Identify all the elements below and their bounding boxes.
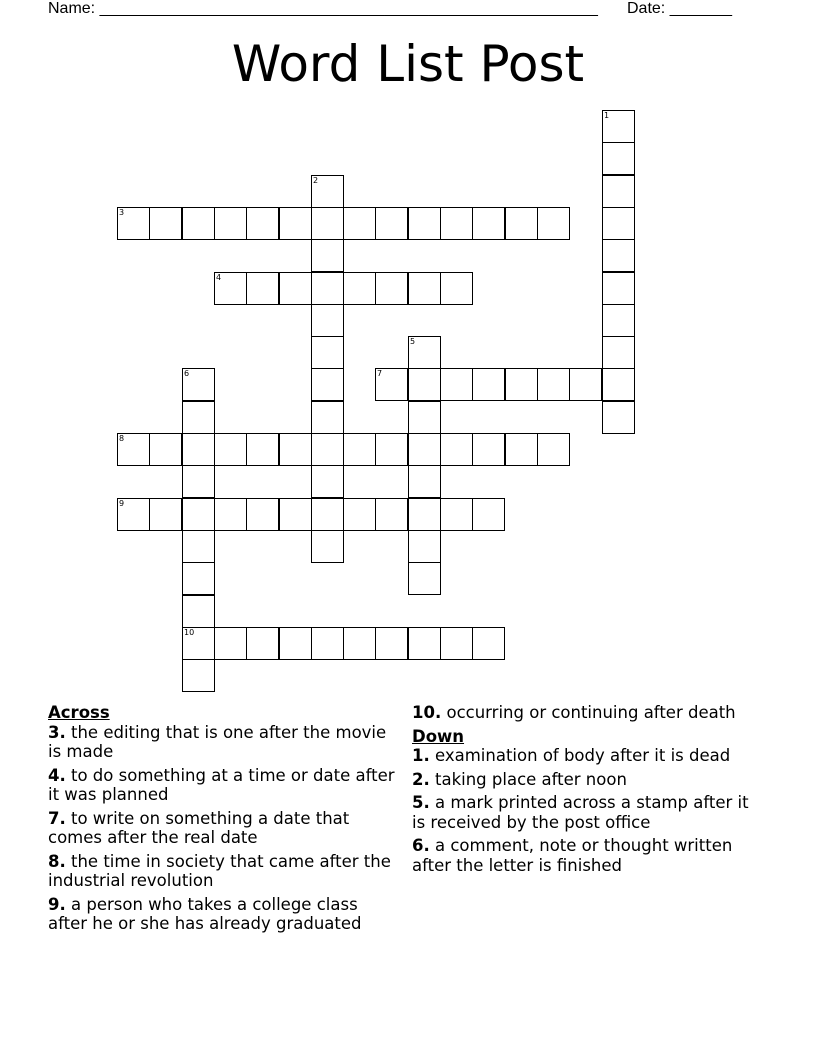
- grid-cell[interactable]: [602, 368, 635, 401]
- grid-cell[interactable]: [182, 627, 215, 660]
- grid-cell[interactable]: [182, 498, 215, 531]
- grid-cell[interactable]: [440, 207, 473, 240]
- grid-cell[interactable]: [117, 433, 150, 466]
- grid-cell[interactable]: [311, 498, 344, 531]
- grid-cell[interactable]: [311, 627, 344, 660]
- clue-text: a comment, note or thought written after the letter is finished: [412, 836, 733, 875]
- grid-cell[interactable]: [182, 433, 215, 466]
- grid-cell[interactable]: [117, 498, 150, 531]
- clues-right-column: [412, 703, 757, 879]
- clue-number: 5.: [412, 793, 430, 812]
- clue-across-3: [48, 723, 398, 762]
- grid-cell[interactable]: [343, 433, 376, 466]
- cell-number: 10: [184, 628, 195, 637]
- grid-cell[interactable]: [375, 368, 408, 401]
- cell-number: 7: [377, 369, 383, 378]
- grid-cell[interactable]: [182, 465, 215, 498]
- clue-text: examination of body after it is dead: [435, 746, 731, 765]
- grid-cell[interactable]: [375, 627, 408, 660]
- grid-cell[interactable]: [602, 272, 635, 305]
- cell-number: 3: [119, 208, 125, 217]
- grid-cell[interactable]: [279, 272, 312, 305]
- grid-cell[interactable]: [537, 368, 570, 401]
- grid-cell[interactable]: [408, 368, 441, 401]
- cell-number: 9: [119, 499, 125, 508]
- grid-cell[interactable]: [602, 401, 635, 434]
- grid-cell[interactable]: [408, 465, 441, 498]
- grid-cell[interactable]: [214, 207, 247, 240]
- clue-text: a mark printed across a stamp after it is received by the post office: [412, 793, 749, 832]
- grid-cell[interactable]: [343, 272, 376, 305]
- clue-down-2: [412, 770, 757, 790]
- grid-cell[interactable]: [279, 498, 312, 531]
- clue-down-1: [412, 746, 757, 766]
- grid-cell[interactable]: [182, 401, 215, 434]
- grid-cell[interactable]: [602, 110, 635, 143]
- grid-cell[interactable]: [440, 498, 473, 531]
- grid-cell[interactable]: [343, 207, 376, 240]
- grid-cell[interactable]: [246, 207, 279, 240]
- grid-cell[interactable]: [408, 562, 441, 595]
- grid-cell[interactable]: [440, 272, 473, 305]
- grid-cell[interactable]: [408, 433, 441, 466]
- grid-cell[interactable]: [149, 498, 182, 531]
- grid-cell[interactable]: [279, 207, 312, 240]
- grid-cell[interactable]: [343, 498, 376, 531]
- grid-cell[interactable]: [440, 627, 473, 660]
- grid-cell[interactable]: [408, 401, 441, 434]
- grid-cell[interactable]: [246, 272, 279, 305]
- grid-cell[interactable]: [311, 530, 344, 563]
- grid-cell[interactable]: [343, 627, 376, 660]
- clue-down-5: [412, 793, 757, 832]
- grid-cell[interactable]: [602, 142, 635, 175]
- clue-text: to write on something a date that comes after the real date: [48, 808, 350, 847]
- grid-cell[interactable]: [182, 659, 215, 692]
- grid-cell[interactable]: [311, 433, 344, 466]
- grid-cell[interactable]: [311, 304, 344, 337]
- grid-cell[interactable]: [472, 207, 505, 240]
- grid-cell[interactable]: [375, 207, 408, 240]
- grid-cell[interactable]: [214, 272, 247, 305]
- grid-cell[interactable]: [602, 304, 635, 337]
- grid-cell[interactable]: [214, 433, 247, 466]
- clues-left-column: [48, 703, 398, 938]
- grid-cell[interactable]: [311, 465, 344, 498]
- grid-cell[interactable]: [505, 368, 538, 401]
- clue-across-9: [48, 895, 398, 934]
- clue-number: 8.: [48, 851, 66, 871]
- clue-number: 10.: [412, 703, 442, 722]
- clue-text: occurring or continuing after death: [446, 703, 736, 722]
- grid-cell[interactable]: [214, 627, 247, 660]
- grid-cell[interactable]: [214, 498, 247, 531]
- clue-number: 9.: [48, 894, 66, 914]
- grid-cell[interactable]: [182, 562, 215, 595]
- grid-cell[interactable]: [472, 433, 505, 466]
- grid-cell[interactable]: [408, 207, 441, 240]
- grid-cell[interactable]: [311, 207, 344, 240]
- grid-cell[interactable]: [472, 498, 505, 531]
- grid-cell[interactable]: [246, 627, 279, 660]
- grid-cell[interactable]: [505, 207, 538, 240]
- clue-text: a person who takes a college class after he or she has already graduated: [48, 894, 362, 933]
- cell-number: 2: [313, 176, 319, 185]
- grid-cell[interactable]: [505, 433, 538, 466]
- date-field[interactable]: Date: _______: [627, 0, 732, 17]
- grid-cell[interactable]: [472, 627, 505, 660]
- clue-number: 3.: [48, 722, 66, 742]
- grid-cell[interactable]: [311, 368, 344, 401]
- grid-cell[interactable]: [311, 401, 344, 434]
- grid-cell[interactable]: [149, 433, 182, 466]
- cell-number: 8: [119, 434, 125, 443]
- clue-down-6: [412, 836, 757, 875]
- clue-number: 7.: [48, 808, 66, 828]
- grid-cell[interactable]: [311, 336, 344, 369]
- grid-cell[interactable]: [472, 368, 505, 401]
- clue-number: 4.: [48, 765, 66, 785]
- grid-cell[interactable]: [408, 627, 441, 660]
- clue-number: 2.: [412, 769, 430, 789]
- grid-cell[interactable]: [408, 530, 441, 563]
- grid-cell[interactable]: [279, 627, 312, 660]
- grid-cell[interactable]: [182, 368, 215, 401]
- grid-cell[interactable]: [602, 336, 635, 369]
- clue-text: the editing that is one after the movie is made: [48, 722, 387, 761]
- cell-number: 1: [604, 111, 610, 120]
- grid-cell[interactable]: [440, 433, 473, 466]
- cell-number: 5: [410, 337, 416, 346]
- grid-cell[interactable]: [246, 498, 279, 531]
- grid-cell[interactable]: [149, 207, 182, 240]
- grid-cell[interactable]: [375, 498, 408, 531]
- grid-cell[interactable]: [375, 272, 408, 305]
- clue-text: to do something at a time or date after it was planned: [48, 765, 395, 804]
- grid-cell[interactable]: [279, 433, 312, 466]
- clue-across-7: [48, 809, 398, 848]
- across-heading: Across: [48, 703, 110, 722]
- cell-number: 6: [184, 369, 190, 378]
- clue-text: taking place after noon: [435, 769, 627, 789]
- page-title: Word List Post: [231, 35, 585, 93]
- grid-cell[interactable]: [182, 530, 215, 563]
- grid-cell[interactable]: [408, 272, 441, 305]
- grid-cell[interactable]: [311, 175, 344, 208]
- grid-cell[interactable]: [602, 207, 635, 240]
- grid-cell[interactable]: [408, 336, 441, 369]
- grid-cell[interactable]: [375, 433, 408, 466]
- grid-cell[interactable]: [117, 207, 150, 240]
- down-heading: Down: [412, 726, 465, 746]
- clue-across-4: [48, 766, 398, 805]
- grid-cell[interactable]: [569, 368, 602, 401]
- grid-cell[interactable]: [602, 175, 635, 208]
- grid-cell[interactable]: [537, 207, 570, 240]
- grid-cell[interactable]: [440, 368, 473, 401]
- clue-text: the time in society that came after the industrial revolution: [48, 851, 391, 890]
- grid-cell[interactable]: [311, 272, 344, 305]
- grid-cell[interactable]: [602, 239, 635, 272]
- clue-across-8: [48, 852, 398, 891]
- grid-cell[interactable]: [537, 433, 570, 466]
- grid-cell[interactable]: [311, 239, 344, 272]
- grid-cell[interactable]: [408, 498, 441, 531]
- name-field[interactable]: Name: ________________________________________________________: [48, 0, 598, 17]
- clue-number: 1.: [412, 746, 430, 765]
- grid-cell[interactable]: [182, 207, 215, 240]
- clue-number: 6.: [412, 836, 430, 855]
- grid-cell[interactable]: [246, 433, 279, 466]
- grid-cell[interactable]: [182, 595, 215, 628]
- cell-number: 4: [216, 273, 222, 282]
- clue-across-10: [412, 703, 757, 723]
